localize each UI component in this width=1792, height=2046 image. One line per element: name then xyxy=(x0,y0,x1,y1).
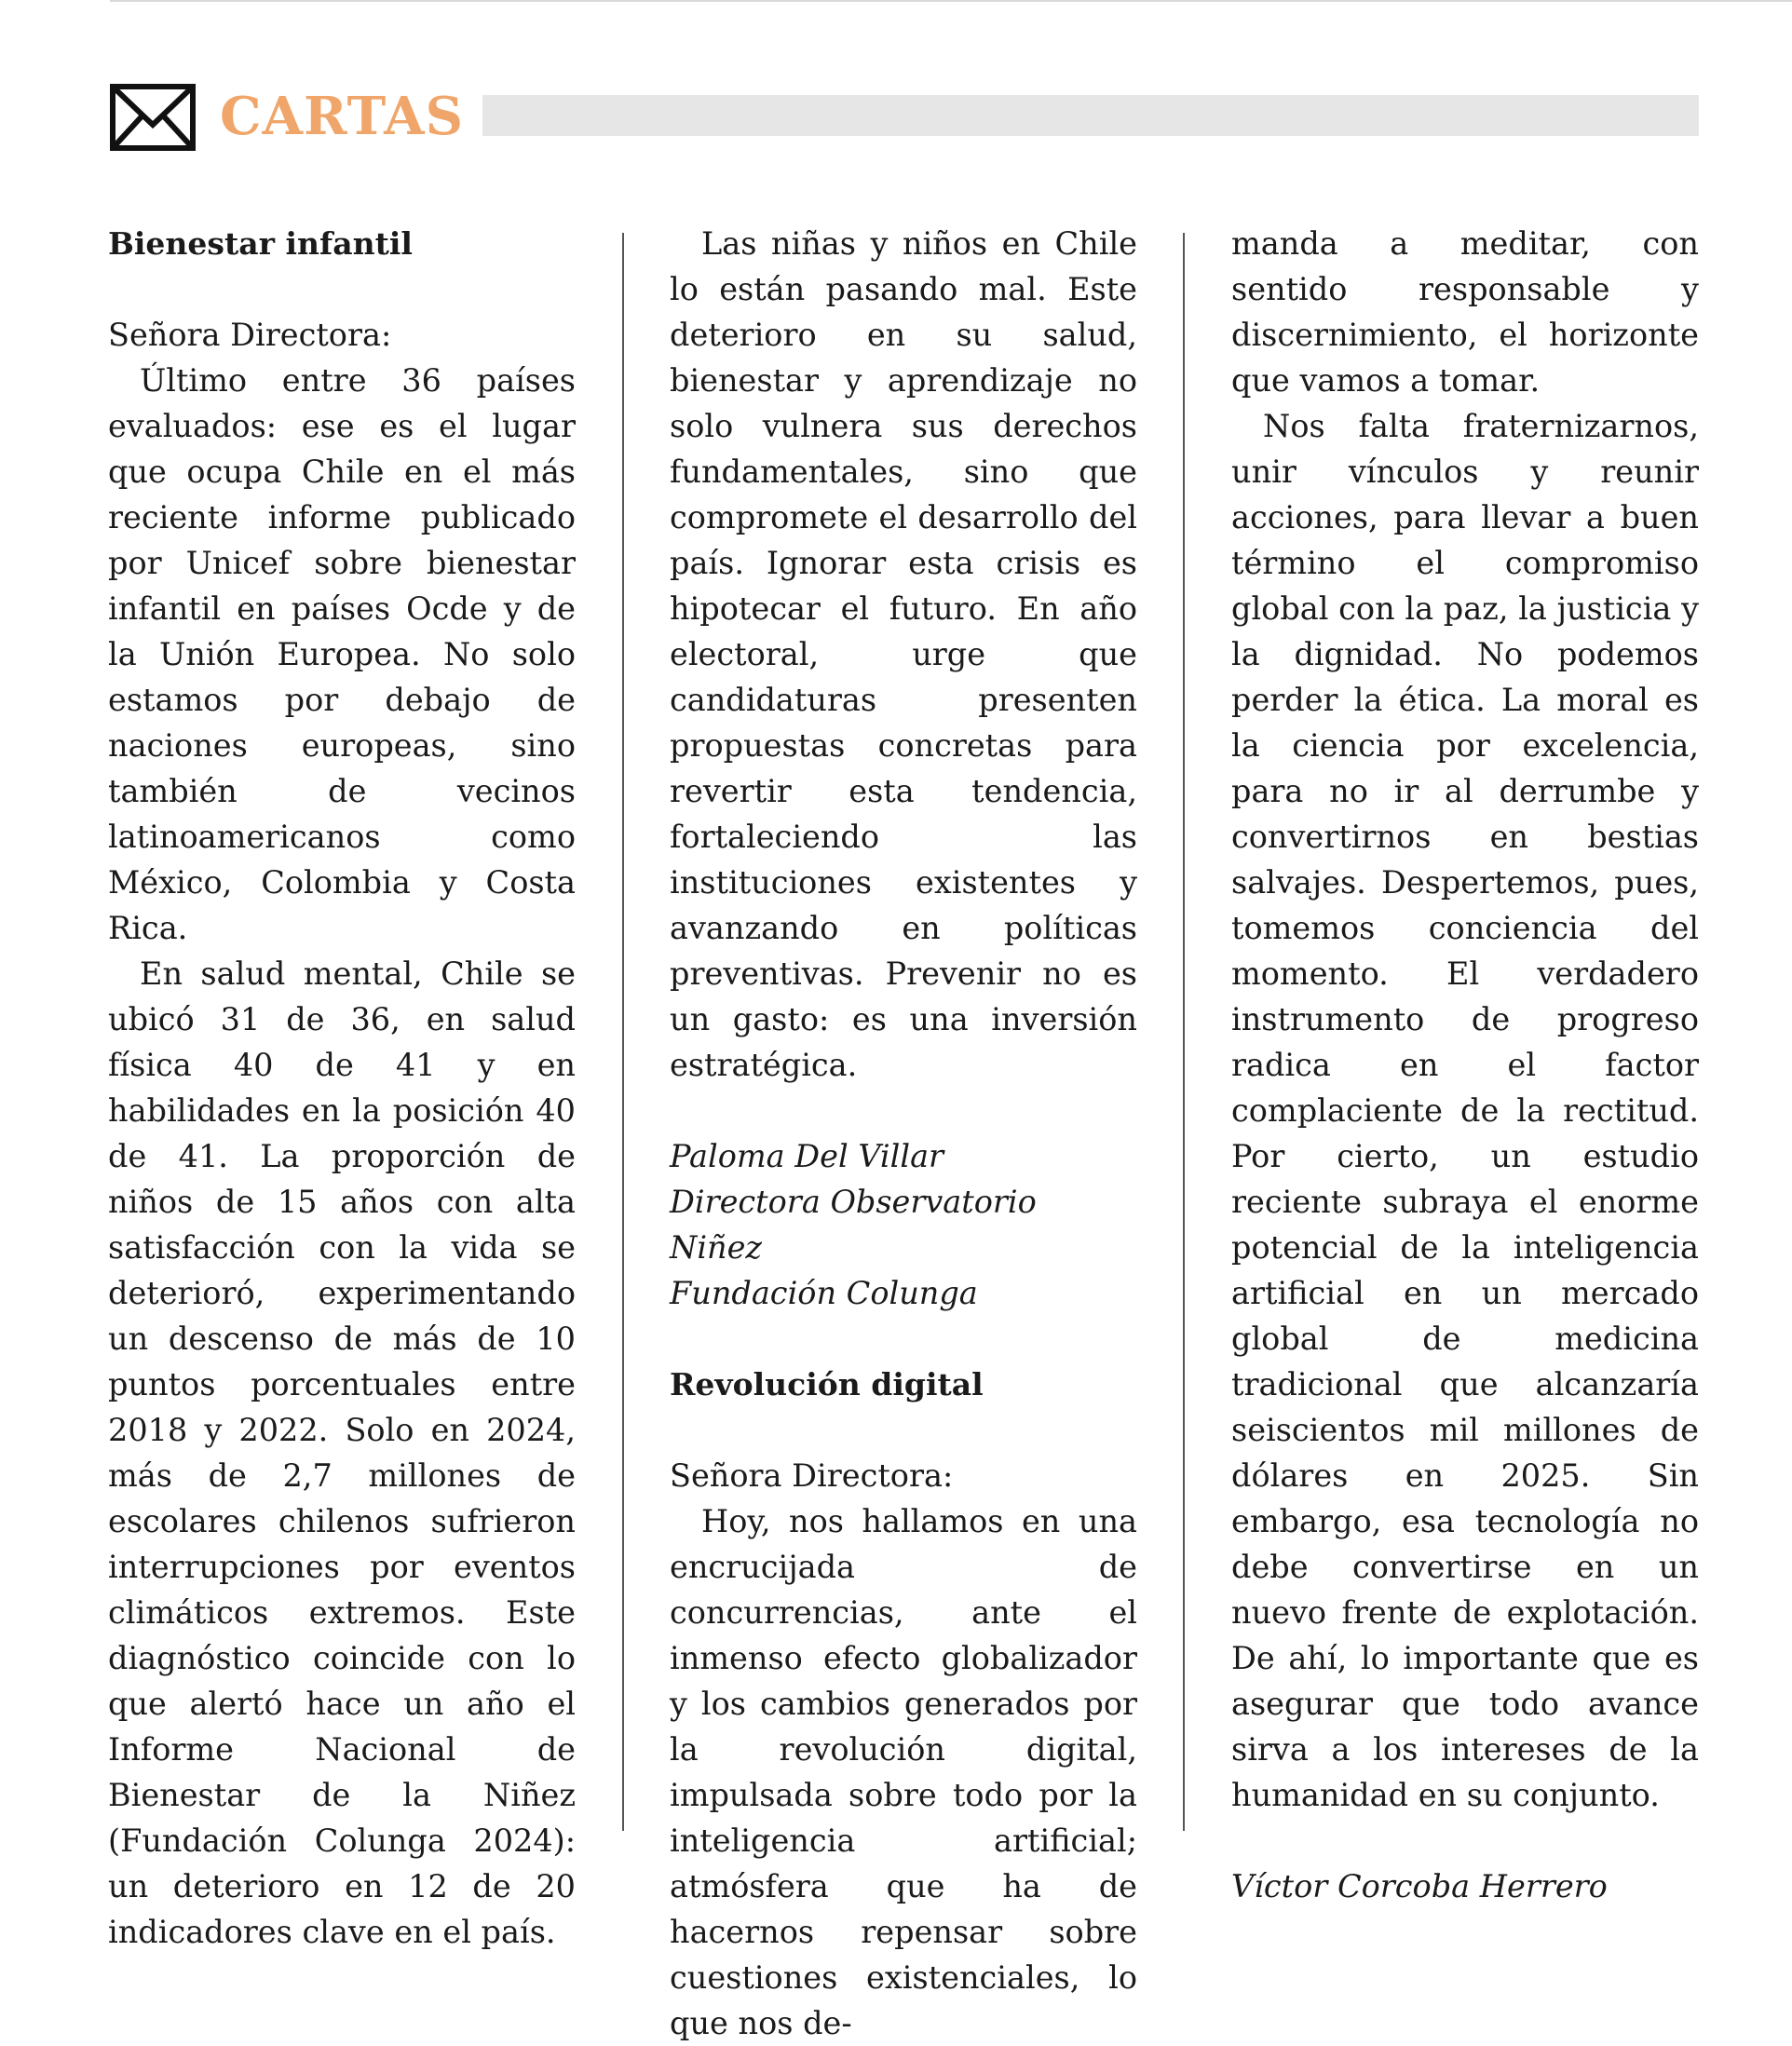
letter-salutation: Señora Directora: xyxy=(108,317,392,353)
column-divider xyxy=(622,233,624,1831)
header-bar xyxy=(482,95,1699,136)
letter-paragraph: Hoy, nos hallamos en una encrucijada de concurrencias, ante el inmenso efecto globalizador y los cambios generados por la revolución digital, impulsada sobre todo por la inteligencia artificial; atmósfera que ha de hacernos repensar sobre cuestiones existenciales, lo que nos de- xyxy=(670,1503,1137,2041)
letter-paragraph: Nos falta fraternizarnos, unir vínculos y reunir acciones, para llevar a buen término el compromiso global con la paz, la justicia y la dignidad. No podemos perder la ética. La moral es la ciencia por excelencia, para no ir al derrumbe y convertirnos en bestias salvajes. Despertemos, pues, tomemos conciencia del momento. El verdadero instrumento de progreso radica en el factor complaciente de la rectitud. Por cierto, un estudio reciente subraya el enorme potencial de la inteligencia artificial en un mercado global de medicina tradicional que alcanzaría seiscientos mil millones de dólares en 2025. Sin embargo, esa tecnología no debe convertirse en un nuevo frente de explotación. De ahí, lo importante que es asegurar que todo avance sirva a los intereses de la humanidad en su conjunto. xyxy=(1231,408,1699,1813)
column-1 xyxy=(108,221,576,1955)
letter-title: Bienestar infantil xyxy=(108,225,413,262)
letter-title: Revolución digital xyxy=(670,1366,984,1402)
signature-role: Directora Observatorio Niñez xyxy=(670,1184,1037,1266)
letter-paragraph: Último entre 36 países evaluados: ese es el lugar que ocupa Chile en el más reciente informe publicado por Unicef sobre bienestar infantil en países Ocde y de la Unión Europea. No solo estamos por debajo de naciones europeas, sino también de vecinos latinoamericanos como México, Colombia y Costa Rica. xyxy=(108,362,576,946)
column-divider xyxy=(1183,233,1185,1831)
letter-paragraph-continued: manda a meditar, con sentido responsable y discernimiento, el horizonte que vamos a tomar. xyxy=(1231,225,1699,399)
section-title: CARTAS xyxy=(220,86,465,147)
envelope-icon xyxy=(110,84,196,151)
column-3 xyxy=(1231,221,1699,1909)
signature-organization: Fundación Colunga xyxy=(670,1275,978,1311)
signature-name: Paloma Del Villar xyxy=(670,1138,944,1174)
letter-paragraph: Las niñas y niños en Chile lo están pasando mal. Este deterioro en su salud, bienestar y aprendizaje no solo vulnera sus derechos fundamentales, sino que compromete el desarrollo del país. Ignorar esta crisis es hipotecar el futuro. En año electoral, urge que candidaturas presenten propuestas concretas para revertir esta tendencia, fortaleciendo las instituciones existentes y avanzando en políticas preventivas. Prevenir no es un gasto: es una inversión estratégica. xyxy=(670,225,1137,1083)
letter-paragraph: En salud mental, Chile se ubicó 31 de 36, en salud física 40 de 41 y en habilidades en la posición 40 de 41. La proporción de niños de 15 años con alta satisfacción con la vida se deterioró, experimentando un descenso de más de 10 puntos porcentuales entre 2018 y 2022. Solo en 2024, más de 2,7 millones de escolares chilenos sufrieron interrupciones por eventos climáticos extremos. Este diagnóstico coincide con lo que alertó hace un año el Informe Nacional de Bienestar de la Niñez (Fundación Colunga 2024): un deterioro en 12 de 20 indicadores clave en el país. xyxy=(108,955,576,1950)
column-2 xyxy=(670,221,1137,2046)
top-rule xyxy=(110,0,1792,2)
section-header xyxy=(110,82,1699,156)
signature-name: Víctor Corcoba Herrero xyxy=(1231,1868,1608,1904)
letter-salutation: Señora Directora: xyxy=(670,1457,954,1494)
